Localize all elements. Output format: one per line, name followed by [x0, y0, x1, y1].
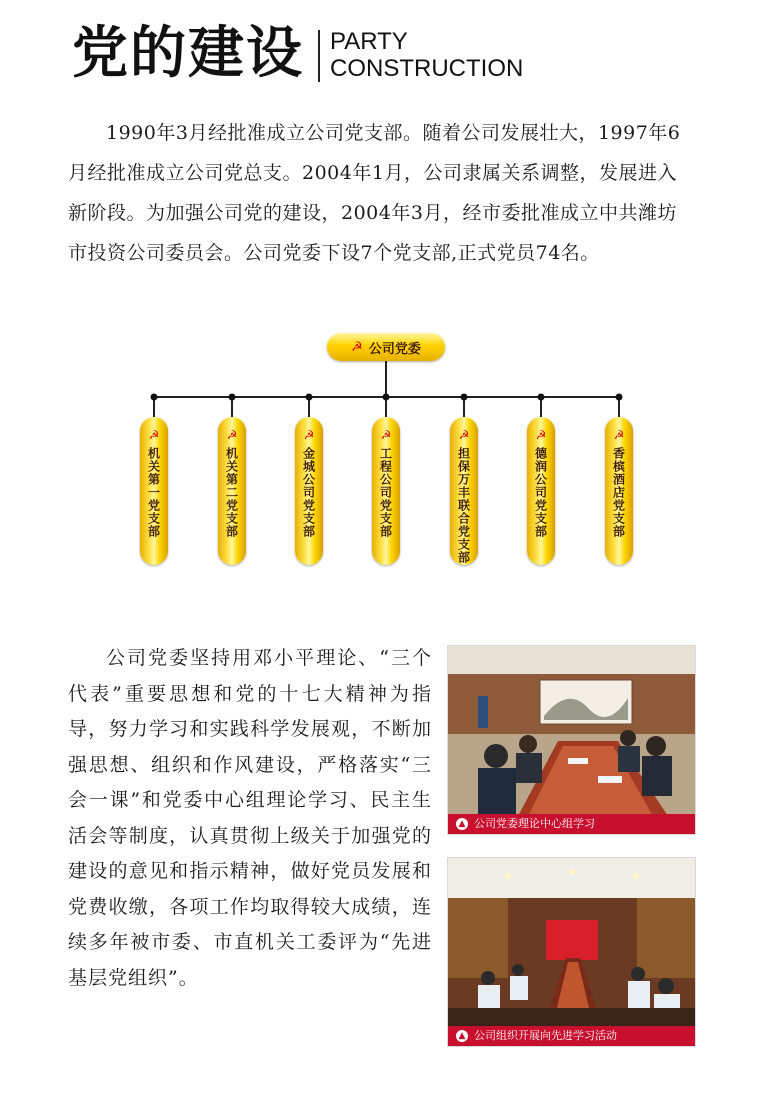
party-emblem-icon: ☭ — [458, 428, 470, 442]
photo-caption — [448, 1026, 695, 1046]
caption-arrow-icon: ▲ — [456, 818, 468, 830]
photo-learning-activity — [447, 857, 696, 1047]
party-emblem-icon: ☭ — [303, 428, 315, 442]
title-en-line-1: PARTY — [330, 28, 408, 55]
page-title: 党的建设 — [72, 21, 304, 86]
org-branch-label: 金城公司党支部 — [301, 447, 316, 538]
party-emblem-icon: ☭ — [226, 428, 238, 442]
org-branch-label: 德润公司党支部 — [533, 447, 548, 538]
org-branch-label: 机关第一党支部 — [146, 447, 161, 538]
org-root-node — [327, 333, 445, 361]
photo-caption-text: 公司党委理论中心组学习 — [474, 817, 595, 830]
org-branch-node — [295, 417, 323, 565]
org-branch-node — [527, 417, 555, 565]
branch-junction-dot — [538, 394, 545, 401]
org-branch-label: 担保万丰联合党支部 — [456, 447, 471, 564]
caption-arrow-icon: ▲ — [456, 1030, 468, 1042]
branch-junction-dot — [383, 394, 390, 401]
org-branch-node — [140, 417, 168, 565]
photo-caption-text: 公司组织开展向先进学习活动 — [474, 1029, 617, 1042]
branch-junction-dot — [229, 394, 236, 401]
org-branch-label: 工程公司党支部 — [378, 447, 393, 538]
party-emblem-icon: ☭ — [613, 428, 625, 442]
org-branch-node — [450, 417, 478, 565]
party-emblem-icon: ☭ — [351, 339, 363, 355]
org-branch-label: 香槟酒店党支部 — [611, 447, 626, 538]
party-emblem-icon: ☭ — [380, 428, 392, 442]
org-root-label: 公司党委 — [368, 341, 421, 357]
branch-junction-dot — [151, 394, 158, 401]
branch-junction-dot — [461, 394, 468, 401]
conference-room-photo — [448, 858, 696, 1028]
party-emblem-icon: ☭ — [148, 428, 160, 442]
org-branch-node — [605, 417, 633, 565]
org-branch-node — [372, 417, 400, 565]
photo-caption — [448, 814, 695, 834]
photo-study-meeting — [447, 645, 696, 835]
branch-junction-dot — [616, 394, 623, 401]
body-text — [68, 641, 432, 996]
org-branch-node — [218, 417, 246, 565]
body-paragraph: 公司党委坚持用邓小平理论、“三个代表”重要思想和党的十七大精神为指导，努力学习和实践科学发展观，不断加强思想、组织和作风建设，严格落实“三会一课”和党委中心组理论学习、民主生活会等制度，认真贯彻上级关于加强党的建设的意见和指示精神，做好党员发展和党费收缴，各项工作均取得较大成绩，连续多年被市委、市直机关工委评为“先进基层党组织”。 — [68, 647, 432, 989]
title-en-line-2: CONSTRUCTION — [330, 55, 524, 82]
intro-paragraph: 1990年3月经批准成立公司党支部。随着公司发展壮大，1997年6月经批准成立公司党总支。2004年1月，公司隶属关系调整，发展进入新阶段。为加强公司党的建设，2004年3月，经市委批准成立中共潍坊市投资公司委员会。公司党委下设7个党支部,正式党员74名。 — [68, 122, 681, 264]
meeting-room-photo — [448, 646, 696, 816]
org-branch-label: 机关第二党支部 — [224, 447, 239, 538]
branch-junction-dot — [306, 394, 313, 401]
party-emblem-icon: ☭ — [535, 428, 547, 442]
